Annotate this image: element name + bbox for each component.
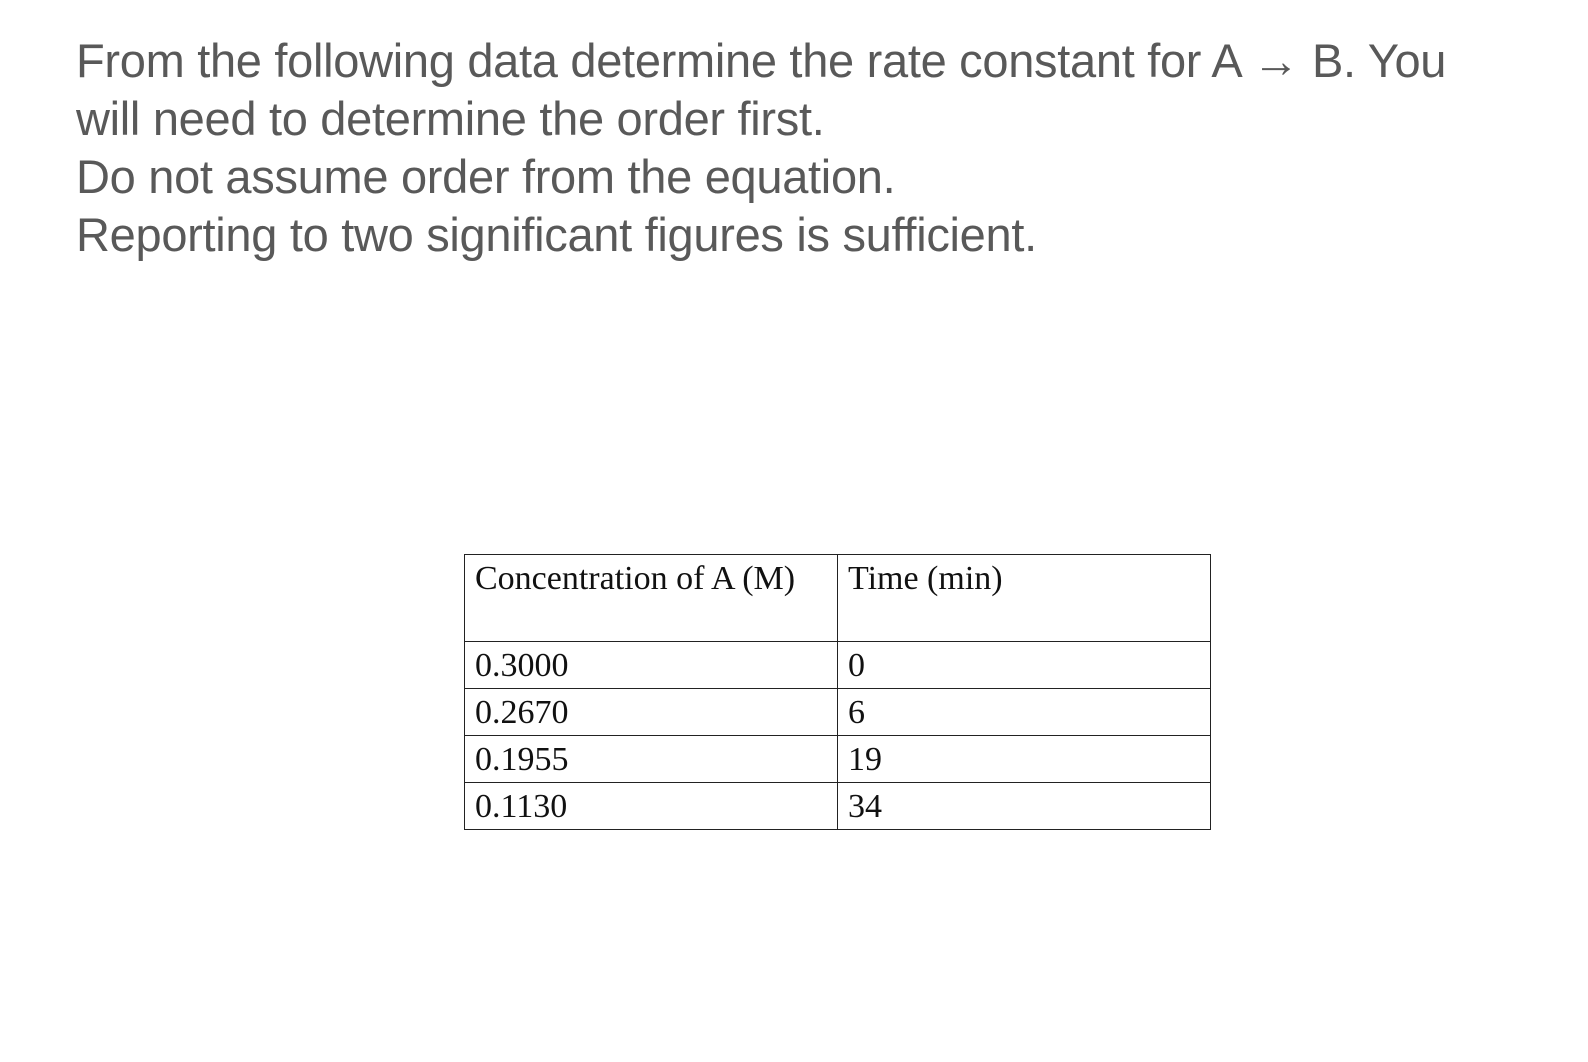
- problem-line: will need to determine the order first.: [76, 92, 825, 145]
- table-row: [465, 783, 1211, 830]
- problem-line: From the following data determine the rate constant for A → B. You: [76, 34, 1447, 87]
- time-cell: 19: [838, 736, 1211, 783]
- data-table: [464, 554, 1211, 830]
- header-time: [838, 555, 1211, 642]
- header-time-label: Time (min): [848, 560, 1003, 597]
- problem-line: Reporting to two significant figures is sufficient.: [76, 208, 1037, 261]
- concentration-cell: 0.1955: [465, 736, 838, 783]
- concentration-cell: 0.2670: [465, 689, 838, 736]
- time-cell: 0: [838, 642, 1211, 689]
- concentration-cell: 0.3000: [465, 642, 838, 689]
- time-cell: 34: [838, 783, 1211, 830]
- table-row: [465, 736, 1211, 783]
- time-cell: 6: [838, 689, 1211, 736]
- problem-statement: [76, 32, 1576, 264]
- header-concentration: [465, 555, 838, 642]
- problem-line: Do not assume order from the equation.: [76, 150, 896, 203]
- table-row: [465, 689, 1211, 736]
- concentration-cell: 0.1130: [465, 783, 838, 830]
- table-header-row: [465, 555, 1211, 642]
- header-concentration-label: Concentration of A (M): [475, 560, 796, 597]
- table-row: [465, 642, 1211, 689]
